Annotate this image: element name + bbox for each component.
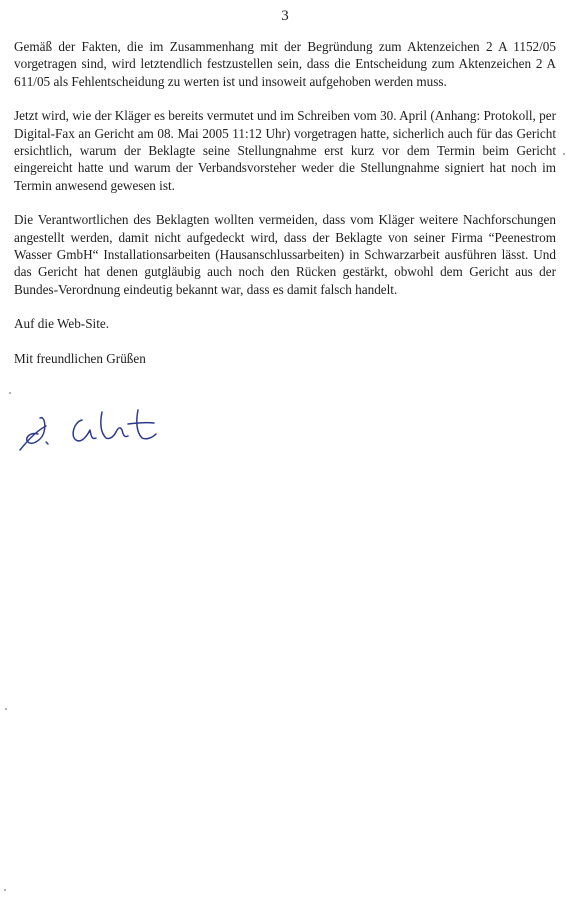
letter-body	[14, 38, 556, 367]
paragraph-case-decision: Gemäß der Fakten, die im Zusammenhang mit der Begründung zum Aktenzeichen 2 A 1152/05 vorgetragen sind, wird letztendlich festzustellen sein, dass die Entscheidung zum Aktenzeichen 2 A 611/05 als Fehlentscheidung zu werten ist und insoweit aufgehoben werden muss.	[14, 39, 556, 89]
scan-speck	[5, 708, 7, 710]
closing-greeting: Mit freundlichen Grüßen	[14, 350, 146, 366]
scan-speck	[9, 392, 11, 394]
paragraph-statement-timing: Jetzt wird, wie der Kläger es bereits vermutet und im Schreiben vom 30. April (Anhang: Protokoll, per Digital-Fax an Gericht am 08. Mai 2005 11:12 Uhr) vorgetragen hatte, sicherlich auch für das Gericht ersichtlich, warum der Beklagte seine Stellungnahme erst kurz vor dem Termin beim Gericht eingereicht hatte und warum der Verbandsvorsteher weder die Stellungnahme signiert hat noch im Termin anwesend gewesen ist.	[14, 108, 556, 193]
website-line: Auf die Web-Site.	[14, 316, 110, 332]
handwritten-signature	[12, 402, 172, 462]
scan-speck	[563, 153, 565, 155]
page-number: 3	[281, 8, 289, 24]
scan-speck	[4, 889, 6, 891]
paragraph-undeclared-work: Die Verantwortlichen des Beklagten wollten vermeiden, dass vom Kläger weitere Nachforschungen angestellt werden, damit nicht aufgedeckt wird, dass der Beklagte von seiner Firma “Peenestrom Wasser GmbH“ Installationsarbeiten (Hausanschlussarbeiten) in Schwarzarbeit ausführen lässt. Und das Gericht hat denen gutgläubig auch noch den Rücken gestärkt, obwohl dem Gericht aus der Bundes-Verordnung eindeutig bekannt war, dass es damit falsch handelt.	[14, 212, 556, 297]
